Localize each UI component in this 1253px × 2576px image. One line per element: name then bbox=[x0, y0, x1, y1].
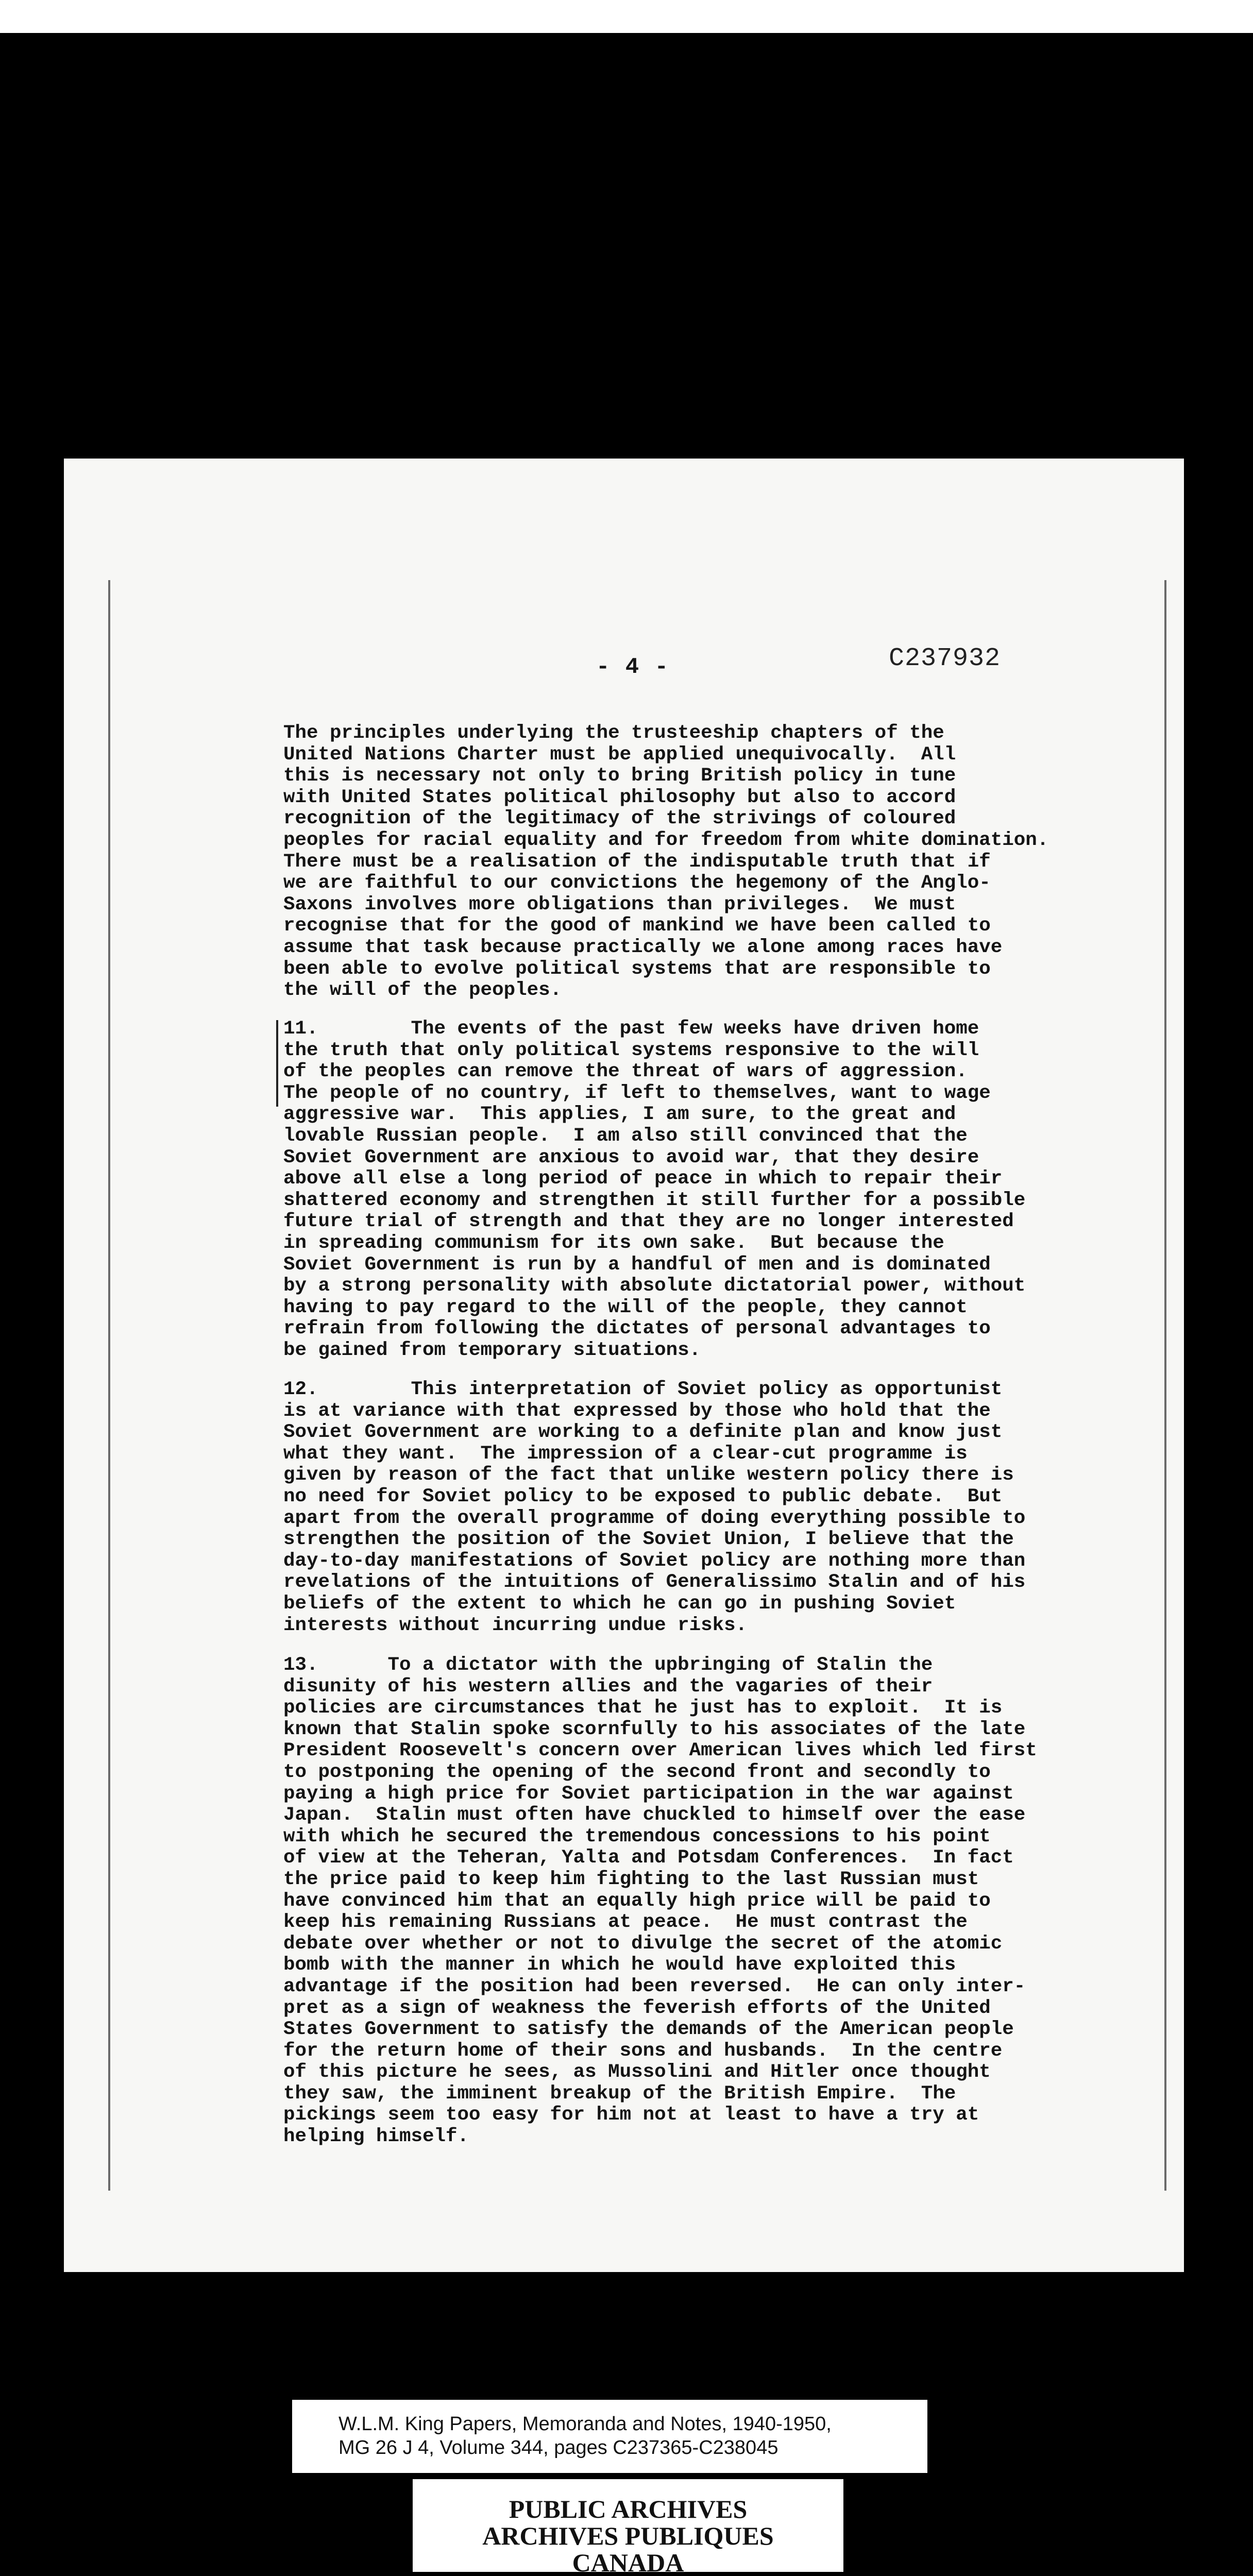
archive-reference-line-2: MG 26 J 4, Volume 344, pages C237365-C238045 bbox=[338, 2437, 778, 2459]
margin-bracket-mark bbox=[276, 1020, 283, 1107]
stamp-line-2: ARCHIVES PUBLIQUES bbox=[482, 2521, 774, 2550]
document-id: C237932 bbox=[889, 644, 1001, 673]
public-archives-stamp bbox=[413, 2479, 843, 2576]
paragraph-trusteeship: The principles underlying the trusteeship chapters of the United Nations Charter must be applied unequivocally. All this is necessary not only to bring British policy in tune with United States political philosophy but also to accord recognition of the legitimacy of the strivings of coloured peoples for racial equality and for freedom from white domination. There must be a realisation of the indisputable truth that if we are faithful to our convictions the hegemony of the Anglo- Saxons involves more obligations than privileges. We must recognise that for the good of mankind we have been called to assume that task because practically we alone among races have been able to evolve political systems that are responsible to the will of the peoples. bbox=[283, 722, 1049, 1002]
stamp-line-3: CANADA bbox=[572, 2548, 684, 2576]
scan-top-margin bbox=[0, 0, 1253, 33]
paragraph-12: 12. This interpretation of Soviet policy as opportunist is at variance with that expressed by those who hold that the Soviet Government are working to a definite plan and know just what they want. The impression of a clear-cut programme is given by reason of the fact that unlike western policy there is no need for Soviet policy to be exposed to public debate. But apart from the overall programme of doing everything possible to strengthen the position of the Soviet Union, I believe that the day-to-day manifestations of Soviet policy are nothing more than revelations of the intuitions of Generalissimo Stalin and of his beliefs of the extent to which he can go in pushing Soviet interests without incurring undue risks. bbox=[283, 1379, 1026, 1636]
stamp-line-1: PUBLIC ARCHIVES bbox=[509, 2495, 748, 2523]
archive-reference-label bbox=[292, 2400, 927, 2473]
document-page bbox=[64, 459, 1184, 2272]
page-number: - 4 - bbox=[596, 654, 670, 680]
archive-reference-line-1: W.L.M. King Papers, Memoranda and Notes, 1940-1950, bbox=[338, 2413, 832, 2435]
paragraph-11: 11. The events of the past few weeks have driven home the truth that only political systems responsive to the will of the peoples can remove the threat of wars of aggression. The people of no country, if left to themselves, want to wage aggressive war. This applies, I am sure, to the great and lovable Russian people. I am also still convinced that the Soviet Government are anxious to avoid war, that they desire above all else a long period of peace in which to repair their shattered economy and strengthen it still further for a possible future trial of strength and that they are no longer interested in spreading communism for its own sake. But because the Soviet Government is run by a handful of men and is dominated by a strong personality with absolute dictatorial power, without having to pay regard to the will of the people, they cannot refrain from following the dictates of personal advantages to be gained from temporary situations. bbox=[283, 1018, 1026, 1361]
paragraph-13: 13. To a dictator with the upbringing of Stalin the disunity of his western allies and the vagaries of their policies are circumstances that he just has to exploit. It is known that Stalin spoke scornfully to his associates of the late President Roosevelt's concern over American lives which led first to postponing the opening of the second front and secondly to paying a high price for Soviet participation in the war against Japan. Stalin must often have chuckled to himself over the ease with which he secured the tremendous concessions to his point of view at the Teheran, Yalta and Potsdam Conferences. In fact the price paid to keep him fighting to the last Russian must have convinced him that an equally high price will be paid to keep his remaining Russians at peace. He must contrast the debate over whether or not to divulge the secret of the atomic bomb with the manner in which he would have exploited this advantage if the position had been reversed. He can only inter- pret as a sign of weakness the feverish efforts of the United States Government to satisfy the demands of the American people for the return home of their sons and husbands. In the centre of this picture he sees, as Mussolini and Hitler once thought they saw, the imminent breakup of the British Empire. The pickings seem too easy for him not at least to have a try at helping himself. bbox=[283, 1654, 1037, 2148]
